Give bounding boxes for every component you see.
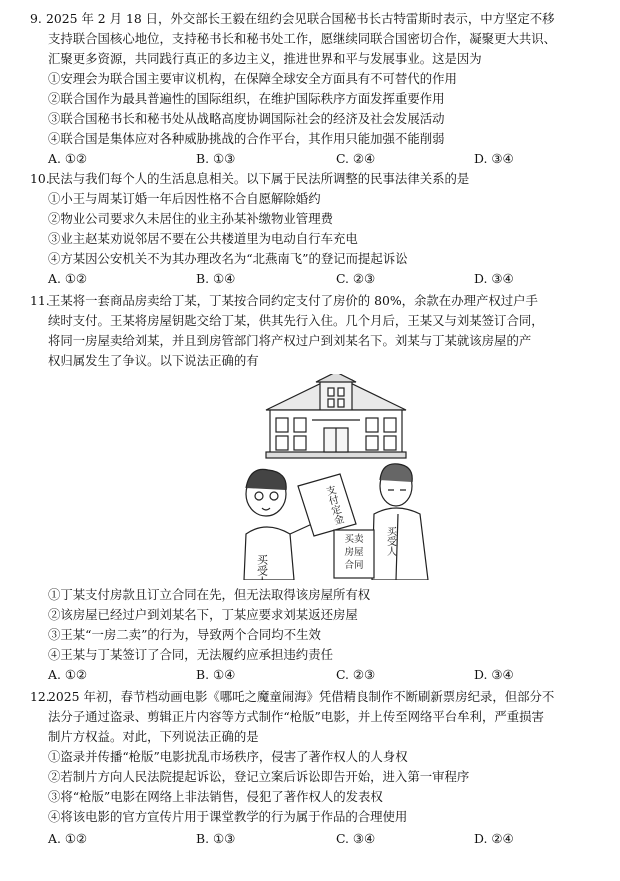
answer-option-d[interactable]: D. ③④ <box>474 667 514 682</box>
statement-item: ④将该电影的官方宣传片用于课堂教学的行为属于作品的合理使用 <box>48 809 408 824</box>
question-stem-line: 支持联合国核心地位，支持秘书长和秘书处工作，愿继续同联合国密切合作，凝聚更大共识、 <box>48 31 557 46</box>
statement-item: ③将“枪版”电影在网络上非法销售，侵犯了著作权人的发表权 <box>48 789 383 804</box>
question-stem-line: 民法与我们每个人的生活息息相关。以下属于民法所调整的民事法律关系的是 <box>48 171 470 186</box>
statement-item: ④王某与丁某签订了合同，无法履约应承担违约责任 <box>48 647 333 662</box>
question-number: 9. <box>30 11 42 26</box>
answer-option-b[interactable]: B. ①③ <box>196 831 236 846</box>
answer-option-d[interactable]: D. ③④ <box>474 151 514 166</box>
statement-item: ②若制片方向人民法院提起诉讼，登记立案后诉讼即告开始，进入第一审程序 <box>48 769 470 784</box>
statement-item: ②物业公司要求久未居住的业主孙某补缴物业管理费 <box>48 211 333 226</box>
contract-label-line3: 合同 <box>344 560 364 571</box>
contract-label-line2: 房屋 <box>344 547 364 558</box>
statement-item: ②联合国作为最具普遍性的国际组织，在维护国际秩序方面发挥重要作用 <box>48 91 445 106</box>
contract-label-line1: 买卖 <box>344 534 364 545</box>
question-stem-line: 制片方权益。对此，下列说法正确的是 <box>48 729 259 744</box>
answer-option-a[interactable]: A. ①② <box>48 667 88 682</box>
question-stem-line: 权归属发生了争议。以下说法正确的有 <box>48 353 259 368</box>
statement-item: ③联合国秘书长和秘书处从战略高度协调国际社会的经济及社会发展活动 <box>48 111 445 126</box>
question-stem-line: 法分子通过盗录、剪辑正片内容等方式制作“枪版”电影，并上传至网络平台牟利，严重损害 <box>48 709 544 724</box>
question-number: 11. <box>30 293 50 308</box>
answer-option-a[interactable]: A. ①② <box>48 271 88 286</box>
question-stem-line: 2025 年 2 月 18 日，外交部长王毅在纽约会见联合国秘书长古特雷斯时表示，中方坚定不移 <box>46 11 555 26</box>
buyer-right-person <box>372 464 428 580</box>
statement-item: ④方某因公安机关不为其办理改名为“北燕南飞”的登记而提起诉讼 <box>48 251 408 266</box>
question-stem-line: 王某将一套商品房卖给丁某，丁某按合同约定支付了房价的 80%，余款在办理产权过户手 <box>48 293 538 308</box>
answer-option-c[interactable]: C. ②④ <box>336 151 376 166</box>
statement-item: ①小王与周某订婚一年后因性格不合自愿解除婚约 <box>48 191 321 206</box>
question-stem-line: 2025 年初，春节档动画电影《哪吒之魔童闹海》凭借精良制作不断刷新票房纪录，但部分不 <box>48 689 555 704</box>
answer-option-b[interactable]: B. ①③ <box>196 151 236 166</box>
answer-option-a[interactable]: A. ①② <box>48 831 88 846</box>
deposit-paper-label: 支付定金 <box>322 484 344 527</box>
statement-item: ④联合国是集体应对各种威胁挑战的合作平台，其作用只能加强不能削弱 <box>48 131 445 146</box>
question-number: 12. <box>30 689 50 704</box>
answer-option-d[interactable]: D. ②④ <box>474 831 514 846</box>
right-person-label: 买受人 <box>384 526 396 556</box>
answer-option-b[interactable]: B. ①④ <box>196 271 236 286</box>
answer-option-c[interactable]: C. ③④ <box>336 831 376 846</box>
question-stem-line: 续时支付。王某将房屋钥匙交给丁某，供其先行入住。几个月后，王某又与刘某签订合同， <box>48 313 544 328</box>
statement-item: ③业主赵某劝说邻居不要在公共楼道里为电动自行车充电 <box>48 231 358 246</box>
statement-item: ②该房屋已经过户到刘某名下，丁某应要求刘某返还房屋 <box>48 607 358 622</box>
answer-option-c[interactable]: C. ②③ <box>336 271 376 286</box>
question-stem-line: 汇聚更多资源，共同践行真正的多边主义，推进世界和平与发展事业。这是因为 <box>48 51 482 66</box>
statement-item: ①盗录并传播“枪版”电影扰乱市场秩序，侵害了著作权人的人身权 <box>48 749 408 764</box>
statement-item: ③王某“一房二卖”的行为，导致两个合同均不生效 <box>48 627 321 642</box>
house-icon <box>266 374 406 458</box>
answer-option-a[interactable]: A. ①② <box>48 151 88 166</box>
question-number: 10. <box>30 171 50 186</box>
left-person-label: 买受人 <box>255 554 269 580</box>
statement-item: ①安理会为联合国主要审议机构，在保障全球安全方面具有不可替代的作用 <box>48 71 457 86</box>
question-stem-line: 将同一房屋卖给刘某，并且到房管部门将产权过户到刘某名下。刘某与丁某就该房屋的产 <box>48 333 532 348</box>
house-sale-illustration <box>236 374 436 580</box>
answer-option-c[interactable]: C. ②③ <box>336 667 376 682</box>
statement-item: ①丁某支付房款且订立合同在先，但无法取得该房屋所有权 <box>48 587 371 602</box>
answer-option-d[interactable]: D. ③④ <box>474 271 514 286</box>
illustration-svg <box>236 374 436 580</box>
answer-option-b[interactable]: B. ①④ <box>196 667 236 682</box>
